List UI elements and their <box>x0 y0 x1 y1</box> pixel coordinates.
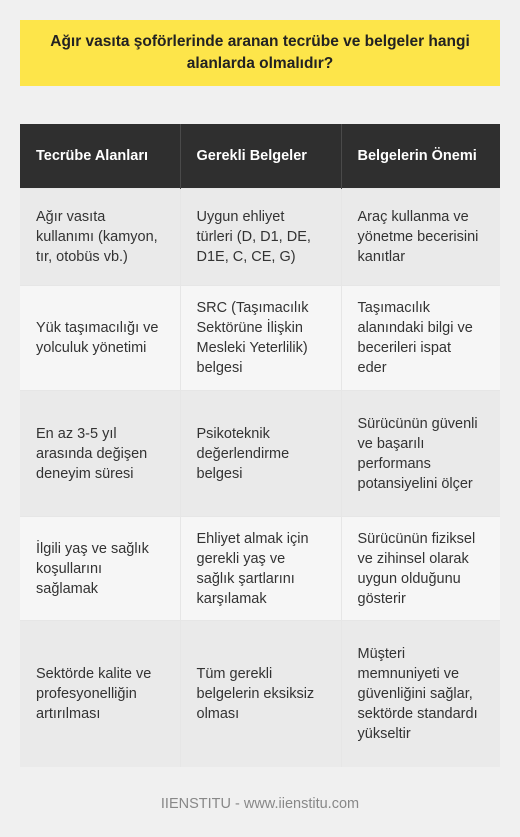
table-cell: Uygun ehliyet türleri (D, D1, DE, D1E, C, CE, G) <box>180 189 341 286</box>
table-row <box>20 391 500 517</box>
table-cell: Sektörde kalite ve profesyonelliğin artırılması <box>20 621 180 767</box>
table-cell: SRC (Taşımacılık Sektörüne İlişkin Mesleki Yeterlilik) belgesi <box>180 286 341 391</box>
table-cell: En az 3-5 yıl arasında değişen deneyim süresi <box>20 391 180 517</box>
table-row <box>20 189 500 286</box>
table-cell: Tüm gerekli belgelerin eksiksiz olması <box>180 621 341 767</box>
table-row <box>20 286 500 391</box>
table-cell: Ağır vasıta kullanımı (kamyon, tır, otobüs vb.) <box>20 189 180 286</box>
footer-credit: IIENSTITU - www.iienstitu.com <box>160 796 360 812</box>
table-cell: Yük taşımacılığı ve yolculuk yönetimi <box>20 286 180 391</box>
table-cell: Sürücünün güvenli ve başarılı performans potansiyelini ölçer <box>341 391 500 517</box>
table-cell: Araç kullanma ve yönetme becerisini kanıtlar <box>341 189 500 286</box>
table-cell: Taşımacılık alanındaki bilgi ve becerileri ispat eder <box>341 286 500 391</box>
column-header: Gerekli Belgeler <box>180 124 341 189</box>
table-cell: Psikoteknik değerlendirme belgesi <box>180 391 341 517</box>
info-table <box>20 124 500 767</box>
title-banner <box>20 20 500 86</box>
table-cell: Sürücünün fiziksel ve zihinsel olarak uygun olduğunu gösterir <box>341 517 500 621</box>
table-row <box>20 621 500 767</box>
column-header: Belgelerin Önemi <box>341 124 500 189</box>
table-cell: İlgili yaş ve sağlık koşullarını sağlamak <box>20 517 180 621</box>
table-cell: Ehliyet almak için gerekli yaş ve sağlık şartlarını karşılamak <box>180 517 341 621</box>
table-row <box>20 517 500 621</box>
page-title: Ağır vasıta şoförlerinde aranan tecrübe ve belgeler hangi alanlarda olmalıdır? <box>50 33 470 72</box>
column-header: Tecrübe Alanları <box>20 124 180 189</box>
table-cell: Müşteri memnuniyeti ve güvenliğini sağlar, sektörde standardı yükseltir <box>341 621 500 767</box>
table-header-row <box>20 124 500 189</box>
